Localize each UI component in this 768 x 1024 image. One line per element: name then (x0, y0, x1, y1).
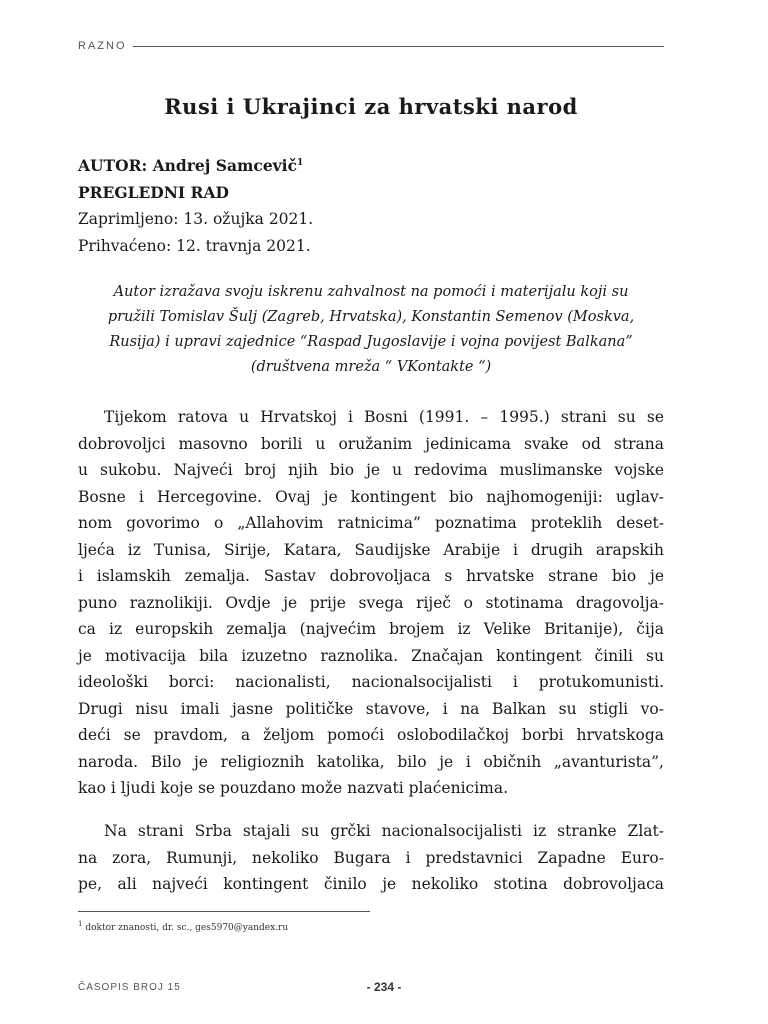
footnote-text: doktor znanosti, dr. sc., ges5970@yandex.ru (85, 923, 289, 933)
text-line: ca iz europskih zemalja (najvećim brojem iz Velike Britanije), čija (78, 620, 664, 638)
ack-line: Rusija) i upravi zajednice “Raspad Jugoslavije i vojna povijest Balkana” (109, 334, 633, 350)
text-line: Tijekom ratova u Hrvatskoj i Bosni (1991. – 1995.) strani su se (104, 408, 664, 426)
body-paragraph-2 (78, 818, 664, 898)
text-line: deći se pravdom, a željom pomoći oslobodilačkoj borbi hrvatskoga (78, 726, 664, 744)
footnote (78, 920, 288, 933)
acknowledgement (78, 280, 664, 380)
text-line: Bosne i Hercegovine. Ovaj je kontingent bio najhomogeniji: uglav- (78, 487, 664, 506)
text-line: ljeća iz Tunisa, Sirije, Katara, Saudijske Arabije i drugih arapskih (78, 540, 664, 559)
header-rule (133, 46, 665, 47)
ack-line: pružili Tomislav Šulj (Zagreb, Hrvatska), Konstantin Semenov (Moskva, (107, 309, 635, 325)
text-line: Drugi nisu imali jasne političke stavove, i na Balkan su stigli vo- (78, 699, 664, 718)
accepted-date: Prihvaćeno: 12. travnja 2021. (78, 237, 311, 255)
text-line: u sukobu. Najveći broj njih bio je u redovima muslimanske vojske (78, 461, 664, 479)
received-date: Zaprimljeno: 13. ožujka 2021. (78, 210, 314, 228)
text-line: naroda. Bilo je religioznih katolika, bilo je i običnih „avanturista”, (78, 752, 664, 771)
text-line: puno raznolikiji. Ovdje je prije svega riječ o stotinama dragovolja- (78, 593, 664, 612)
text-line: na zora, Rumunji, nekoliko Bugara i predstavnici Zapadne Euro- (78, 848, 664, 867)
footnote-mark: 1 (78, 920, 83, 928)
running-header (78, 40, 664, 52)
journal-issue: ČASOPIS BROJ 15 (78, 982, 181, 993)
text-line: i islamskih zemalja. Sastav dobrovoljaca s hrvatske strane bio je (78, 567, 664, 585)
footnote-rule (78, 911, 370, 912)
text-line: Na strani Srba stajali su grčki nacionalsocijalisti iz stranke Zlat- (104, 822, 664, 840)
article-meta (78, 150, 664, 260)
text-line: kao i ljudi koje se pouzdano može nazvati plaćenicima. (78, 779, 509, 797)
text-line: je motivacija bila izuzetno raznolika. Značajan kontingent činili su (78, 646, 664, 665)
author-line (78, 150, 664, 179)
article-type: PREGLEDNI RAD (78, 183, 229, 202)
text-line: nom govorimo o „Allahovim ratnicima” poznatima proteklih deset- (78, 514, 664, 532)
section-label: RAZNO (78, 40, 127, 52)
text-line: pe, ali najveći kontingent činilo je nekoliko stotina dobrovoljaca (78, 875, 664, 893)
author-footnote-mark: 1 (297, 158, 304, 168)
author-text: AUTOR: Andrej Samcevič (78, 156, 298, 175)
ack-line: (društvena mreža “ VKontakte “) (250, 359, 492, 375)
article-title: Rusi i Ukrajinci za hrvatski narod (164, 94, 578, 119)
ack-line: Autor izražava svoju iskrenu zahvalnost na pomoći i materijalu koji su (113, 284, 629, 300)
text-line: dobrovoljci masovno borili u oružanim jedinicama svake od strana (78, 434, 664, 453)
text-line: ideološki borci: nacionalisti, nacionalsocijalisti i protukomunisti. (78, 673, 664, 691)
page-number: - 234 - (366, 980, 402, 994)
body-paragraph-1 (78, 404, 664, 802)
